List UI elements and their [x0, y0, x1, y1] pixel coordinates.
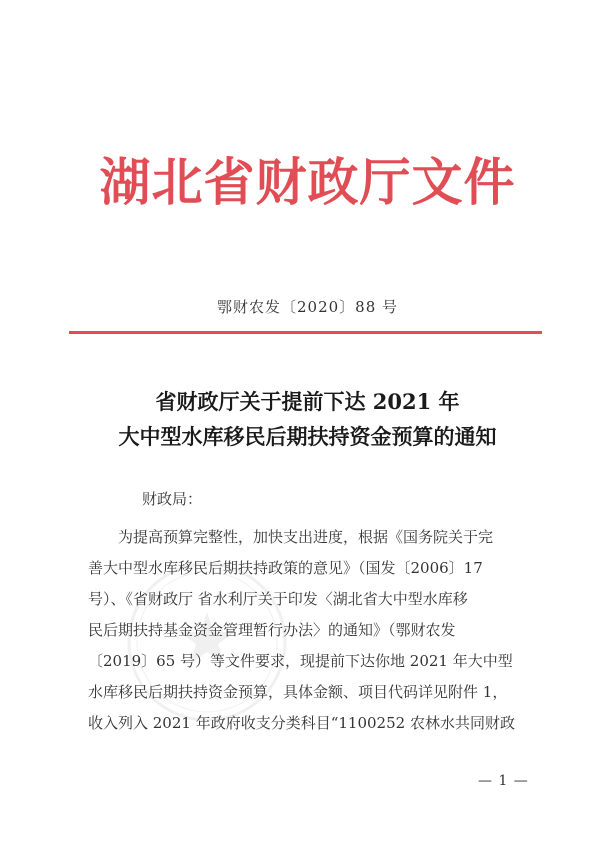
body-line-5: 〔2019〕65 号）等文件要求，现提前下达你地 2021 年大中型: [88, 652, 513, 670]
document-header-title: 湖北省财政厅文件: [99, 153, 516, 213]
body-line-1: 为提高预算完整性，加快支出进度，根据《国务院关于完: [118, 528, 494, 546]
body-line-2: 善大中型水库移民后期扶持政策的意见》（国发〔2006〕17: [88, 559, 483, 577]
notice-title-line-1: 省财政厅关于提前下达 2021 年: [155, 389, 460, 414]
red-divider-line: [69, 331, 542, 334]
body-line-4: 民后期扶持基金资金管理暂行办法〉的通知》（鄂财农发: [88, 621, 456, 639]
document-number: 鄂财农发〔2020〕88 号: [216, 298, 399, 316]
salutation: 财政局：: [142, 490, 203, 508]
page-number: — 1 —: [478, 773, 529, 789]
body-line-7: 收入列入 2021 年政府收支分类科目“1100252 农林水共同财政: [88, 714, 515, 732]
body-paragraph: [88, 522, 538, 739]
body-line-3: 号）、《省财政厅 省水利厅关于印发〈湖北省大中型水库移: [88, 590, 468, 608]
body-line-6: 水库移民后期扶持资金预算，具体金额、项目代码详见附件 1，: [88, 683, 508, 701]
notice-title-line-2: 大中型水库移民后期扶持资金预算的通知: [118, 424, 497, 449]
notice-title: [0, 384, 615, 454]
